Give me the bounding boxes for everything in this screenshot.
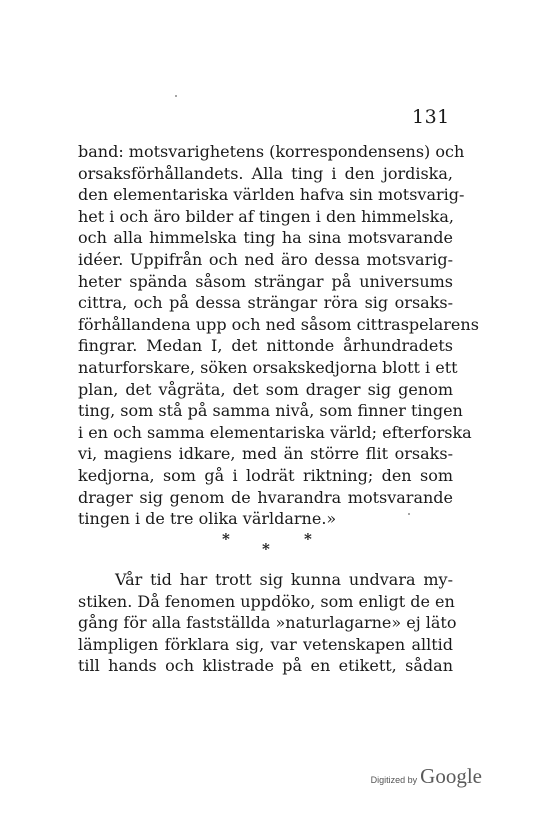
text-line: förhållandena upp och ned såsom cittraspelarens (78, 314, 479, 334)
text-line: cittra, och på dessa strängar röra sig orsaks- (78, 293, 453, 313)
text-line: idéer. Uppifrån och ned äro dessa motsvarig- (78, 249, 453, 269)
digitization-watermark (371, 764, 482, 789)
text-line: i en och samma elementariska värld; efterforska (78, 422, 472, 442)
page-number: 131 (412, 106, 450, 128)
text-line: naturforskare, söken orsakskedjorna blott i ett (78, 357, 458, 377)
text-line: tingen i de tre olika världarne.» (78, 509, 337, 529)
text-line: orsaksförhållandets. Alla ting i den jordiska, (78, 163, 453, 183)
text-line: drager sig genom de hvarandra motsvarande (78, 487, 453, 507)
watermark-caption: Digitized by (370, 775, 418, 785)
text-line: och alla himmelska ting ha sina motsvarande (78, 228, 453, 248)
paragraph-2 (78, 569, 457, 677)
text-line: lämpligen förklara sig, var vetenskapen alltid (78, 634, 453, 654)
separator-star: * (222, 530, 230, 548)
text-line: den elementariska världen hafva sin motsvarig- (78, 185, 465, 205)
watermark-brand: Google (420, 764, 482, 788)
text-line: till hands och klistrade på en etikett, sådan (78, 656, 453, 676)
separator-star: * (304, 530, 312, 548)
separator-star: * (262, 540, 270, 558)
text-line: band: motsvarighetens (korrespondensens) och (78, 142, 465, 161)
text-line: vi, magiens idkare, med än större flit orsaks- (78, 444, 453, 464)
text-line: ting, som stå på samma nivå, som finner tingen (78, 401, 463, 421)
text-line: Vår tid har trott sig kunna undvara my- (115, 570, 453, 589)
text-line: fingrar. Medan I, det nittonde århundradets (78, 336, 453, 356)
paragraph-1 (78, 141, 479, 530)
text-line: heter spända såsom strängar på universums (78, 271, 453, 291)
text-line: gång för alla fastställda »naturlagarne» ej läto (78, 613, 457, 633)
text-line: het i och äro bilder af tingen i den himmelska, (78, 206, 454, 226)
text-line: kedjorna, som gå i lodrät riktning; den som (78, 465, 453, 485)
text-line: stiken. Då fenomen uppdöko, som enligt de en (78, 591, 455, 611)
text-line: plan, det vågräta, det som drager sig genom (78, 379, 453, 399)
section-separator (200, 526, 340, 556)
scan-speck (175, 95, 177, 97)
